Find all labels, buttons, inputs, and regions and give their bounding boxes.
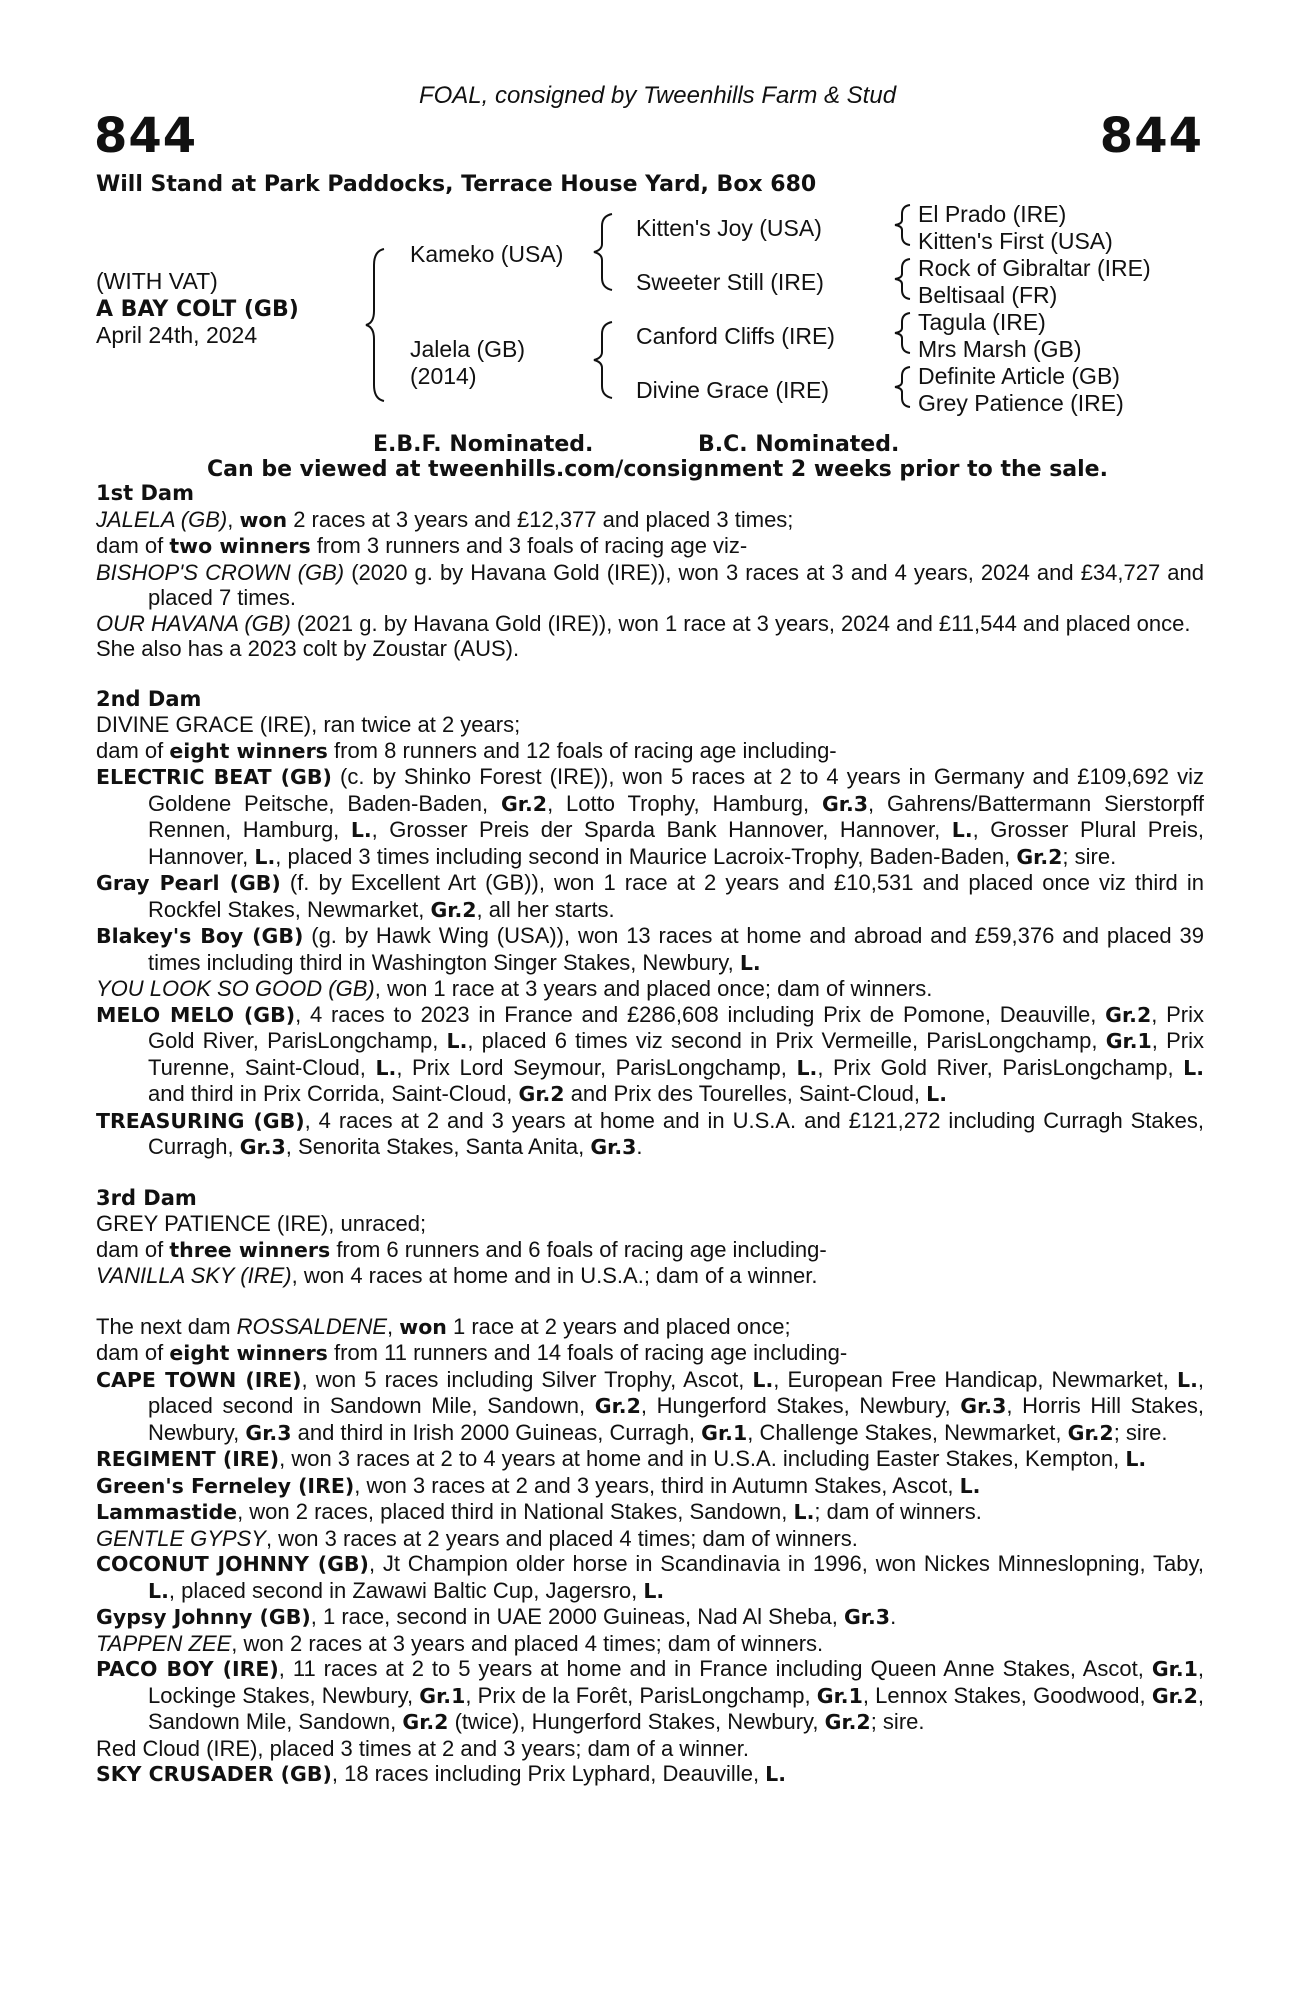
grand-produce-entry: SKY CRUSADER (GB), 18 races including Prix Lyphard, Deauville, L. [96,1761,787,1786]
pedigree-brace-ss [890,202,916,248]
catalogue-body [96,481,1204,1788]
produce-entry: BISHOP'S CROWN (GB) (2020 g. by Havana Gold (IRE)), won 3 races at 3 and 4 years, 2024 and £34,727 and placed 7 times. [96,559,1204,610]
grand-produce-entry: PACO BOY (IRE), 11 races at 2 to 5 years at home and in France including Queen Anne Stakes, Ascot, Gr.1, Lockinge Stakes, Newbury, Gr.1, Prix de la Forêt, ParisLongchamp, Gr.1, Lennox Stakes, Goodwood, Gr.2, Sandown Mile, Sandown, Gr.2 (twice), Hungerford Stakes, Newbury, Gr.2; sire. [96,1656,1205,1734]
produce-entry: Green's Ferneley (IRE), won 3 races at 2 and 3 years, third in Autumn Stakes, Ascot, L. [96,1472,981,1498]
sire-name: Kameko (USA) [410,241,564,267]
sire-dam: Sweeter Still (IRE) [636,269,824,295]
grand-produce-entry: MELO MELO (GB), 4 races to 2023 in France and £286,608 including Prix de Pomone, Deauville, Gr.2, Prix Gold River, ParisLongchamp, L., placed 6 times viz second in Prix Vermeille, ParisLongchamp, Gr.1, Prix Turenne, Saint-Cloud, L., Prix Lord Seymour, ParisLongchamp, L., Prix Gold River, ParisLongchamp, L. and third in Prix Corrida, Saint-Cloud, Gr.2 and Prix des Tourelles, Saint-Cloud, L. [96,1001,1205,1106]
produce-entry: REGIMENT (IRE), won 3 races at 2 to 4 years at home and in U.S.A. including Easter Stakes, Kempton, L. [96,1446,1147,1471]
produce-entry: Lammastide, won 2 races, placed third in National Stakes, Sandown, L.; dam of winners. [96,1499,982,1524]
produce-entry: VANILLA SKY (IRE), won 4 races at home and in U.S.A.; dam of a winner. [96,1263,818,1288]
grand-produce-entry: TREASURING (GB), 4 races at 2 and 3 years at home and in U.S.A. and £121,272 including Curragh Stakes, Curragh, Gr.3, Senorita Stakes, Santa Anita, Gr.3. [96,1107,1204,1159]
dds: Definite Article (GB) [918,363,1120,389]
produce-entry: GENTLE GYPSY, won 3 races at 2 years and placed 4 times; dam of winners. [96,1525,858,1551]
sds: Rock of Gibraltar (IRE) [918,255,1151,281]
produce-entry: TAPPEN ZEE, won 2 races at 3 years and placed 4 times; dam of winners. [96,1630,824,1656]
produce-entry: YOU LOOK SO GOOD (GB), won 1 race at 3 years and placed once; dam of winners. [96,976,933,1001]
sire-sire: Kitten's Joy (USA) [636,215,822,241]
produce-entry: OUR HAVANA (GB) (2021 g. by Havana Gold (IRE)), won 1 race at 3 years, 2024 and £11,544 and placed once. [96,610,1191,636]
second-dam-produce-summary: dam of eight winners from 8 runners and 12 foals of racing age including- [96,737,837,763]
pedigree-brace-dam [588,318,618,402]
section-heading-3rd-dam: 3rd Dam [96,1185,197,1210]
produce-entry: ELECTRIC BEAT (GB) (c. by Shinko Forest (IRE)), won 5 races at 2 to 4 years in Germany and £109,692 viz Goldene Peitsche, Baden-Baden, Gr.2, Lotto Trophy, Hamburg, Gr.3, Gahrens/Battermann Sierstorpff Rennen, Hamburg, L., Grosser Preis der Sparda Bank Hannover, Hannover, L., Grosser Plural Preis, Hannover, L., placed 3 times including second in Maurice Lacroix-Trophy, Baden-Baden, Gr.2; sire. [96,764,1204,869]
grand-produce-entry: Gypsy Johnny (GB), 1 race, second in UAE 2000 Guineas, Nad Al Sheba, Gr.3. [96,1604,897,1629]
first-dam-also: She also has a 2023 colt by Zoustar (AUS). [96,636,520,661]
first-dam-line: JALELA (GB), won 2 races at 3 years and £12,377 and placed 3 times; [96,506,794,532]
section-heading-1st-dam: 1st Dam [96,481,194,505]
dam-dam: Divine Grace (IRE) [636,377,829,403]
pedigree-brace-main [360,245,390,405]
produce-entry: Gray Pearl (GB) (f. by Excellent Art (GB)), won 1 race at 2 years and £10,531 and placed once viz third in Rockfel Stakes, Newmarket, Gr.2, all her starts. [96,870,1204,922]
stable-location: Will Stand at Park Paddocks, Terrace House Yard, Box 680 [96,172,817,197]
dam-sire: Canford Cliffs (IRE) [636,323,835,349]
third-dam-line: GREY PATIENCE (IRE), unraced; [96,1211,427,1236]
next-dam-line: The next dam ROSSALDENE, won 1 race at 2 years and placed once; [96,1313,791,1339]
pedigree-brace-sd [890,256,916,302]
dam-name: Jalela (GB) [410,336,526,362]
first-dam-produce-summary: dam of two winners from 3 runners and 3 foals of racing age viz- [96,533,748,558]
ddd: Grey Patience (IRE) [918,390,1124,416]
ebf-nomination: E.B.F. Nominated. [373,432,594,457]
pedigree-brace-ds [890,310,916,356]
lot-number-left: 844 [94,108,198,164]
dss: Tagula (IRE) [918,309,1046,335]
consignor-line: FOAL, consigned by Tweenhills Farm & Stud [418,82,897,109]
ssd: Kitten's First (USA) [918,228,1113,254]
dsd: Mrs Marsh (GB) [918,336,1082,362]
lot-number-right: 844 [1099,108,1203,164]
pedigree-brace-dd [890,364,916,410]
second-dam-line: DIVINE GRACE (IRE), ran twice at 2 years; [96,712,521,737]
sss: El Prado (IRE) [918,201,1067,227]
produce-entry: Red Cloud (IRE), placed 3 times at 2 and 3 years; dam of a winner. [96,1735,749,1761]
produce-entry: Blakey's Boy (GB) (g. by Hawk Wing (USA)), won 13 races at home and abroad and £59,376 and placed 39 times including third in Washington Singer Stakes, Newbury, L. [96,923,1204,975]
next-dam-produce-summary: dam of eight winners from 11 runners and 14 foals of racing age including- [96,1340,848,1365]
dam-year: (2014) [410,363,477,389]
horse-name: A BAY COLT (GB) [96,297,299,322]
section-heading-2nd-dam: 2nd Dam [96,686,202,711]
bc-nomination: B.C. Nominated. [698,432,900,457]
third-dam-produce-summary: dam of three winners from 6 runners and 6 foals of racing age including- [96,1236,827,1262]
viewing-note: Can be viewed at tweenhills.com/consignment 2 weeks prior to the sale. [207,457,1108,482]
vat-note: (WITH VAT) [96,268,218,294]
pedigree-brace-sire [588,210,618,294]
grand-produce-entry: COCONUT JOHNNY (GB), Jt Champion older horse in Scandinavia in 1996, won Nickes Minneslopning, Taby, L., placed second in Zawawi Baltic Cup, Jagersro, L. [96,1551,1204,1603]
produce-entry: CAPE TOWN (IRE), won 5 races including Silver Trophy, Ascot, L., European Free Handicap, Newmarket, L., placed second in Sandown Mile, Sandown, Gr.2, Hungerford Stakes, Newbury, Gr.3, Horris Hill Stakes, Newbury, Gr.3 and third in Irish 2000 Guineas, Curragh, Gr.1, Challenge Stakes, Newmarket, Gr.2; sire. [96,1366,1204,1445]
foaling-date: April 24th, 2024 [96,322,258,348]
sdd: Beltisaal (FR) [918,282,1058,308]
